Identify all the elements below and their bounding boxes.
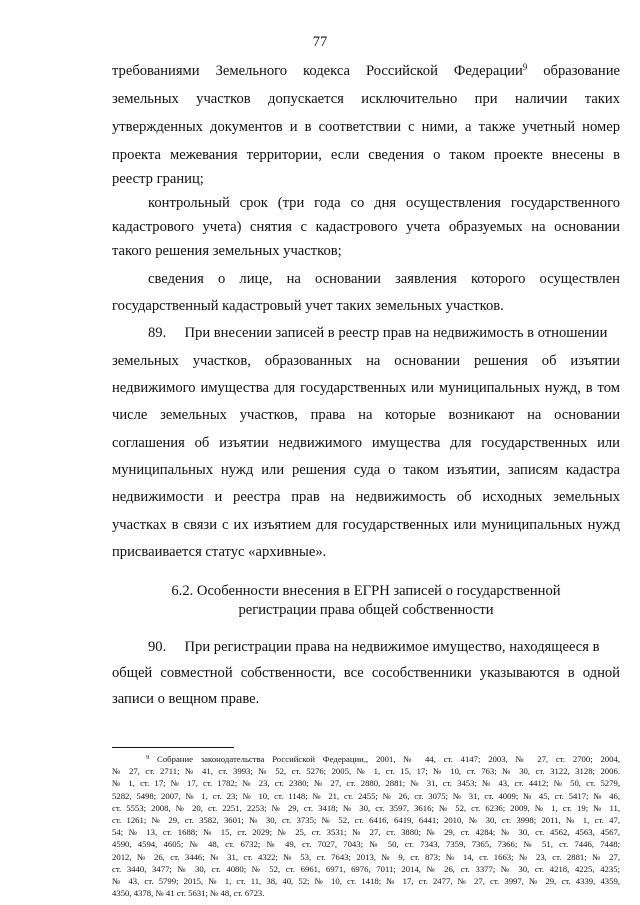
footnote-line: № 27, ст. 2711; № 41, ст. 3993; № 52, ст. 5276; 2005, № 1, ст. 15, 17; № 10, ст. 763; № 30, ст. 3122, 3128; 2006.	[112, 766, 620, 777]
paragraph-line: недвижимого имущества для государственных или муниципальных нужд, в том	[112, 380, 620, 396]
paragraph-line: присваивается статус «архивные».	[112, 544, 327, 560]
footnote-line: 4590, 4594, 4605; № 48, ст. 6732; № 49, ст. 7027, 7043; № 50, ст. 7343, 7359, 7365, 7366; № 51, ст. 7446, 7448;	[112, 839, 620, 850]
section-heading: 6.2. Особенности внесения в ЕГРН записей о государственной	[171, 583, 561, 599]
paragraph-line: числе земельных участков, права на которые возникают на основании	[112, 407, 620, 423]
paragraph-line: такого решения земельных участков;	[112, 243, 342, 259]
text-run: Собрание законодательства Российской Федерации,, 2001, № 44, ст. 4147; 2003, № 27, ст. 2700; 2004,	[149, 754, 620, 764]
footnote-line: ст. 5553; 2008, № 20, ст. 2251, 2253; № 29, ст. 3418; № 30, ст. 3597, 3616; № 52, ст. 6236; 2009, № 1, ст. 19; № 11,	[112, 802, 620, 813]
footnote-line: ст. 3440, 3477; № 30, ст. 4080; № 52, ст. 6961, 6971, 6976, 7011; 2014, № 26, ст. 3377; № 30, ст. 4218, 4225, 4235;	[112, 863, 620, 874]
paragraph-line: земельных участков допускается исключительно при наличии таких	[112, 91, 620, 107]
paragraph-line: реестр границ;	[112, 171, 204, 187]
paragraph-line: кадастрового учета) снятия с кадастрового учета образуемых на основании	[112, 219, 620, 235]
paragraph-line: недвижимости и реестра прав на недвижимость об исходных земельных	[112, 489, 620, 505]
section-heading: регистрации права общей собственности	[238, 602, 494, 618]
paragraph-line: земельных участков, образованных на основании решения об изъятии	[112, 353, 620, 369]
paragraph-line: 90. При регистрации права на недвижимое имущество, находящееся в	[148, 639, 600, 655]
footnote-line: ст. 1261; № 29, ст. 3582, 3601; № 30, ст. 3735; № 52, ст. 6416, 6419, 6441; 2010, № 30, ст. 3998; 2011, № 1, ст. 47,	[112, 815, 620, 825]
footnote-line: № 1, ст. 17; № 17, ст. 1782; № 23, ст. 2380; № 27, ст. 2880, 2881; № 31, ст. 3453; № 43, ст. 4412; № 50, ст. 5279,	[112, 778, 620, 789]
paragraph-line: государственный кадастровый учет таких земельных участков.	[112, 298, 504, 314]
footnote-line: № 43, ст. 5799; 2015, № 1, ст. 11, 38, 40, 52; № 10, ст. 1418; № 17, ст. 2477, № 27, ст. 3997, № 29, ст. 4339, 4359,	[112, 876, 620, 886]
footnote-line: 54; № 13, ст. 1688; № 15, ст. 2029; № 25, ст. 3531; № 27, ст. 3880; № 29, ст. 4284; № 30, ст. 4562, 4563, 4567,	[112, 827, 620, 838]
paragraph-line	[112, 62, 620, 80]
footnote-line	[146, 753, 620, 766]
text-run: образование	[527, 63, 620, 79]
paragraph-line: участках в связи с их изъятием для государственных или муниципальных нужд	[112, 517, 620, 533]
paragraph-line: сведения о лице, на основании заявления которого осуществлен	[148, 271, 620, 287]
paragraph-line: муниципальных нужд или решения суда о таком изъятии, записям кадастра	[112, 462, 620, 478]
paragraph-line: проекта межевания территории, если сведения о таком проекте внесены в	[112, 147, 620, 163]
text-run: требованиями Земельного кодекса Российской Федерации	[112, 63, 523, 79]
paragraph-line: утвержденных документов и в соответствии с ними, а также учетный номер	[112, 119, 620, 135]
footnote-line: 2012, № 26, ст. 3446; № 31, ст. 4322; № 53, ст. 7643; 2013, № 9, ст. 873; № 14, ст. 1663; № 23, ст. 2881; № 27,	[112, 851, 620, 862]
page-number: 77	[312, 34, 328, 50]
footnote-line: 4350, 4378, № 41 ст. 5631; № 48, ст. 6723.	[112, 888, 265, 899]
paragraph-line: соглашения об изъятии недвижимого имущества для государственных или	[112, 435, 620, 451]
paragraph-line: контрольный срок (три года со дня осуществления государственного	[148, 195, 620, 211]
footnote-separator	[112, 747, 234, 748]
paragraph-line: общей совместной собственности, все сособственники указываются в одной	[112, 665, 620, 681]
paragraph-line: записи о вещном праве.	[112, 691, 260, 707]
footnote-line: 5282, 5498; 2007, № 1, ст. 23; № 10, ст. 1148; № 21, ст. 2455; № 26, ст. 3075; № 31, ст. 4009; № 45, ст. 5417; № 46,	[112, 790, 620, 801]
paragraph-line: 89. При внесении записей в реестр прав на недвижимость в отношении	[148, 325, 608, 341]
footnote-reference[interactable]: 9	[522, 62, 528, 72]
footnote-mark: 9	[146, 754, 150, 761]
